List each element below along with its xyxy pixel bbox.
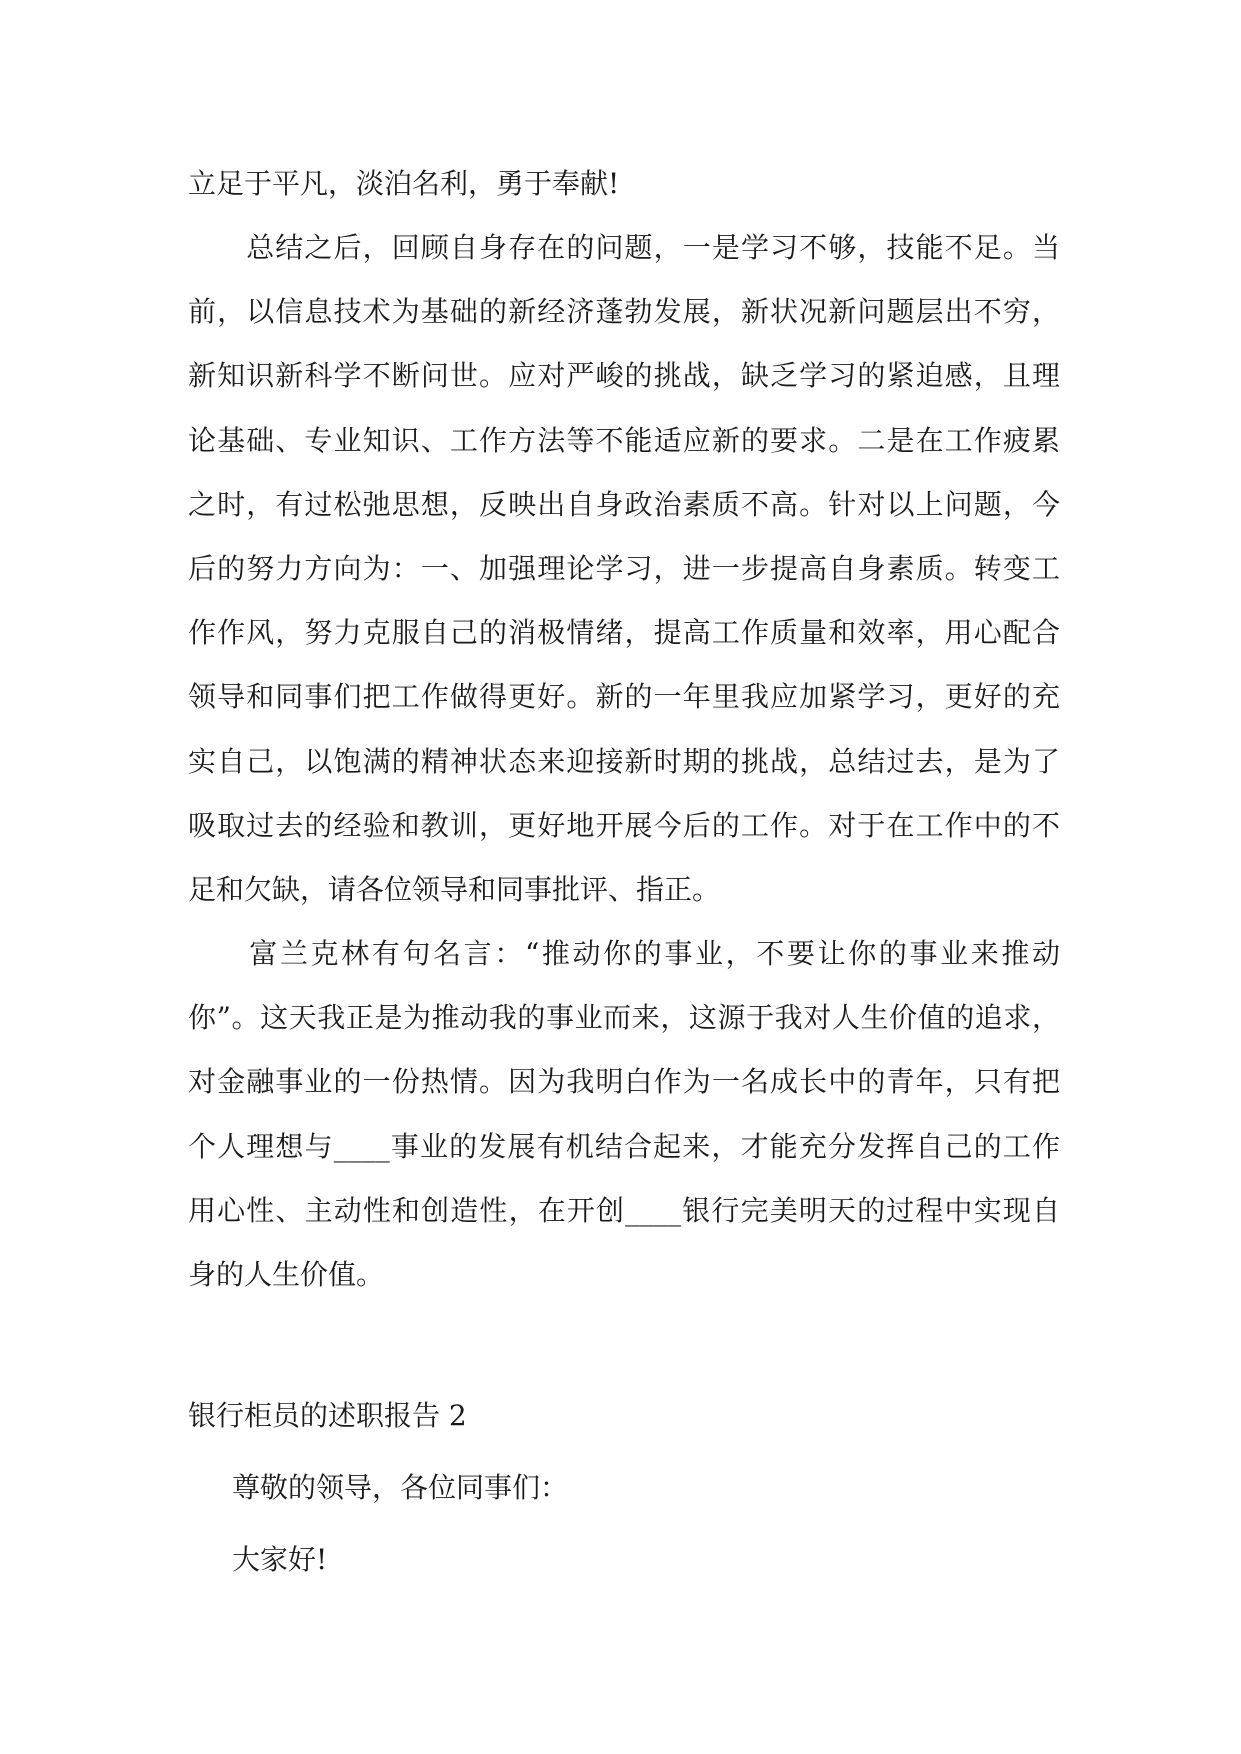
text-line: 作作风，努力克服自己的消极情绪，提高工作质量和效率，用心配合 bbox=[188, 616, 1060, 650]
text-line: 你”。这天我正是为推动我的事业而来，这源于我对人生价值的追求， bbox=[188, 1001, 1060, 1035]
text-line: 足和欠缺，请各位领导和同事批评、指正。 bbox=[188, 873, 721, 907]
text-line: 吸取过去的经验和教训，更好地开展今后的工作。对于在工作中的不 bbox=[188, 808, 1060, 842]
section-heading: 银行柜员的述职报告 2 bbox=[188, 1399, 467, 1432]
paragraph-2 bbox=[188, 216, 1060, 922]
text-line: 领导和同事们把工作做得更好。新的一年里我应加紧学习，更好的充 bbox=[188, 680, 1060, 714]
text-line: 富兰克林有句名言：“推动你的事业，不要让你的事业来推动 bbox=[188, 937, 1060, 970]
text-line: 个人理想与____事业的发展有机结合起来，才能充分发挥自己的工作 bbox=[188, 1129, 1060, 1163]
text-line: 用心性、主动性和创造性，在开创____银行完美明天的过程中实现自 bbox=[188, 1193, 1060, 1227]
text-line: 对金融事业的一份热情。因为我明白作为一名成长中的青年，只有把 bbox=[188, 1065, 1060, 1099]
text-line: 后的努力方向为：一、加强理论学习，进一步提高自身素质。转变工 bbox=[188, 552, 1060, 586]
text-line: 总结之后，回顾自身存在的问题，一是学习不够，技能不足。当 bbox=[188, 231, 1060, 264]
greeting: 大家好! bbox=[232, 1543, 328, 1576]
text-line: 身的人生价值。 bbox=[188, 1258, 385, 1292]
text-line: 前，以信息技术为基础的新经济蓬勃发展，新状况新问题层出不穷， bbox=[188, 295, 1060, 329]
text-line: 立足于平凡，淡泊名利，勇于奉献! bbox=[188, 167, 620, 200]
text-line: 新知识新科学不断问世。应对严峻的挑战，缺乏学习的紧迫感，且理 bbox=[188, 359, 1060, 393]
text-line: 论基础、专业知识、工作方法等不能适应新的要求。二是在工作疲累 bbox=[188, 423, 1060, 457]
salutation: 尊敬的领导，各位同事们： bbox=[232, 1471, 569, 1504]
text-line: 实自己，以饱满的精神状态来迎接新时期的挑战，总结过去，是为了 bbox=[188, 744, 1060, 778]
paragraph-1 bbox=[188, 152, 1060, 216]
text-line: 之时，有过松弛思想，反映出自身政治素质不高。针对以上问题，今 bbox=[188, 487, 1060, 521]
paragraph-3 bbox=[188, 922, 1060, 1307]
